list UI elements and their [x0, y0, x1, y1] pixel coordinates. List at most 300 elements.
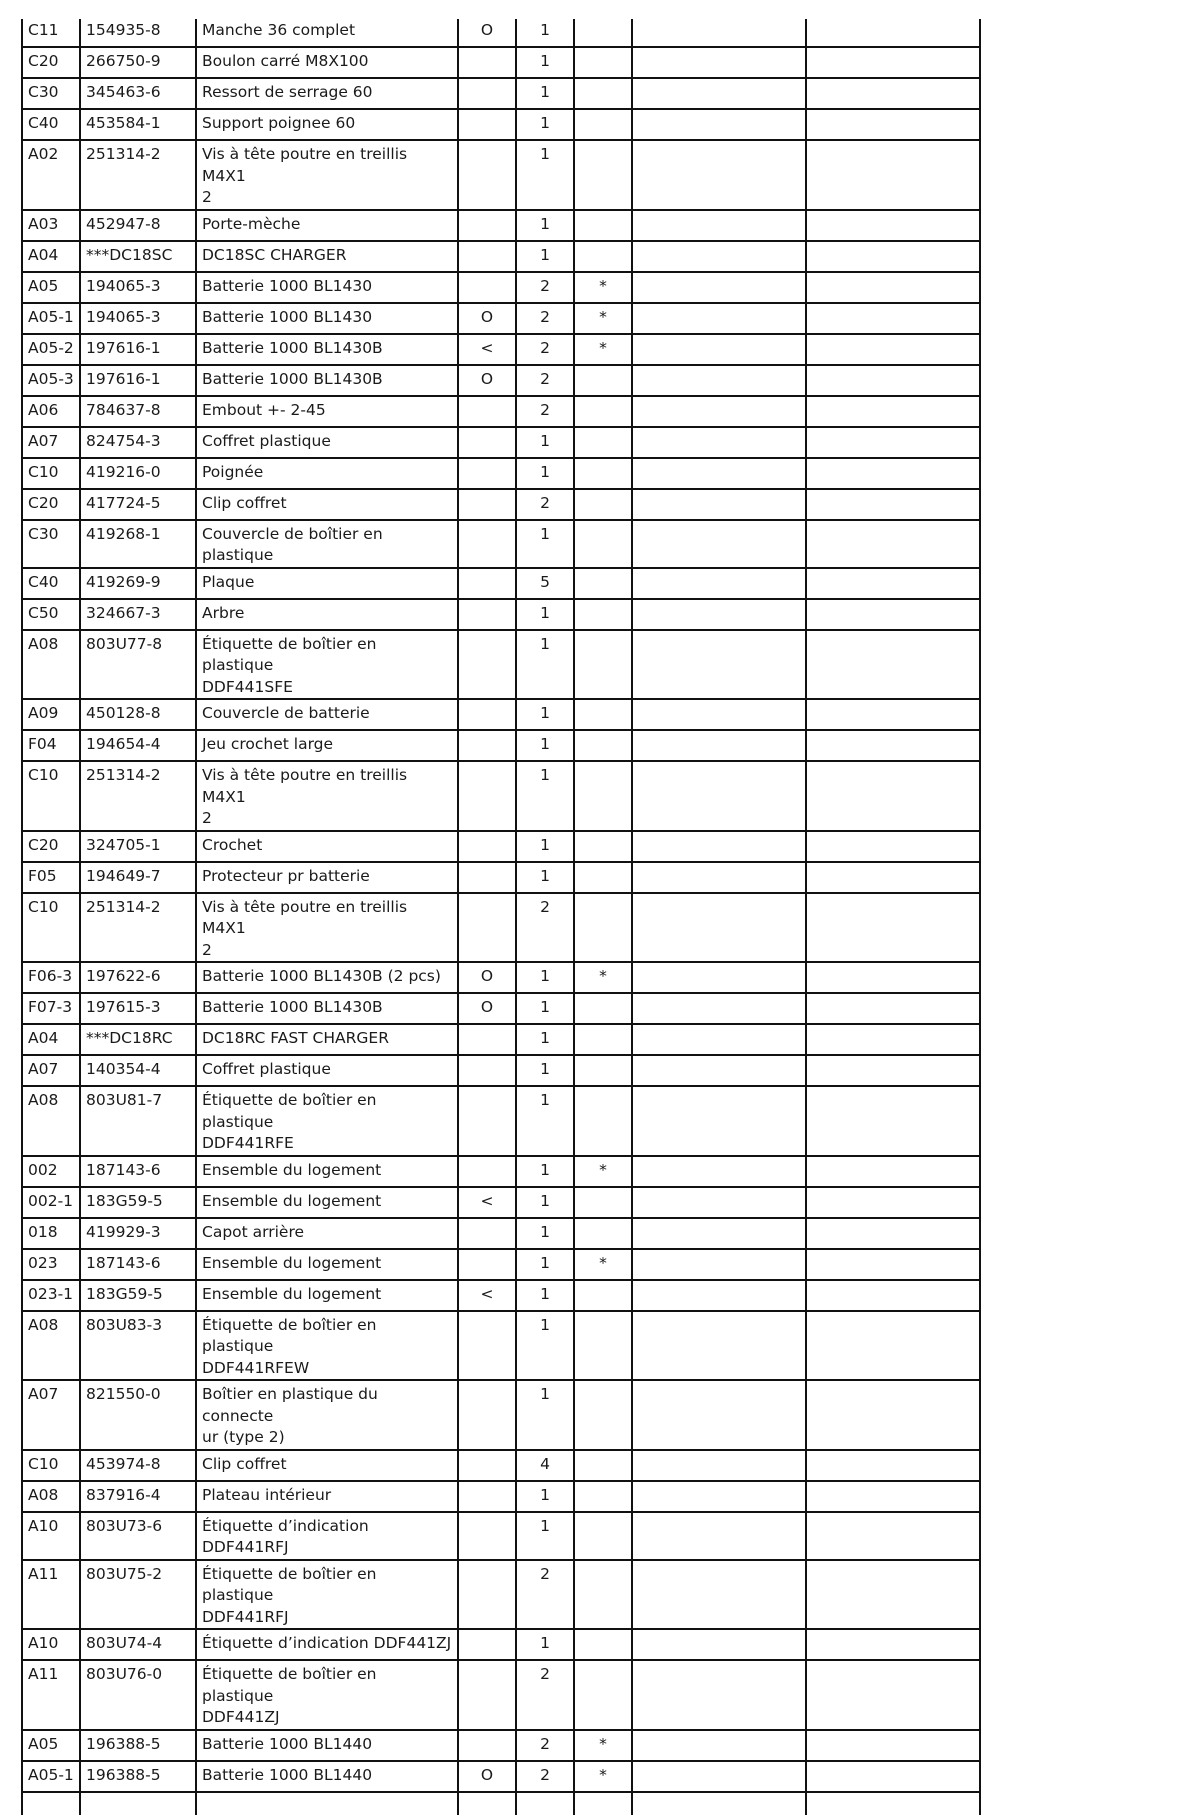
note-cell — [574, 78, 632, 109]
description-cell: Clip coffret — [196, 1450, 458, 1481]
note-cell — [574, 427, 632, 458]
note-cell: * — [574, 334, 632, 365]
blank-cell-a — [632, 109, 806, 140]
note-cell — [574, 458, 632, 489]
note-cell — [574, 365, 632, 396]
part-no-cell: 803U83-3 — [80, 1311, 196, 1381]
indicator-cell — [458, 396, 516, 427]
blank-cell-a — [632, 1280, 806, 1311]
table-row — [22, 993, 980, 1024]
description-cell: Batterie 1000 BL1440 — [196, 1730, 458, 1761]
ref-no-cell: C10 — [22, 458, 80, 489]
blank-cell-a — [632, 1512, 806, 1560]
part-no-cell: 194649-7 — [80, 862, 196, 893]
note-cell — [574, 1187, 632, 1218]
part-no-cell: 821550-0 — [80, 1380, 196, 1450]
blank-cell-a — [632, 47, 806, 78]
blank-cell-a — [632, 730, 806, 761]
part-no-cell: 251314-2 — [80, 893, 196, 963]
table-row — [22, 1086, 980, 1156]
indicator-cell — [458, 272, 516, 303]
blank-cell-b — [806, 303, 980, 334]
note-cell — [574, 730, 632, 761]
description-cell: Ensemble du logement — [196, 1156, 458, 1187]
description-cell: Étiquette de boîtier en plastique DDF441RFJ — [196, 1560, 458, 1630]
note-cell — [574, 862, 632, 893]
description-cell: Batterie 1000 BL1430B — [196, 993, 458, 1024]
blank-cell-a — [632, 1380, 806, 1450]
blank-cell-b — [806, 78, 980, 109]
indicator-cell — [458, 1055, 516, 1086]
indicator-cell: O — [458, 962, 516, 993]
blank-cell-a — [632, 1055, 806, 1086]
blank-cell-a — [632, 334, 806, 365]
note-cell — [574, 599, 632, 630]
note-cell — [574, 1380, 632, 1450]
description-cell: Étiquette de boîtier en plastique DDF441ZJ — [196, 1660, 458, 1730]
quantity-cell: 1 — [516, 1055, 574, 1086]
table-row — [22, 1629, 980, 1660]
note-cell — [574, 1024, 632, 1055]
table-row — [22, 1481, 980, 1512]
table-row — [22, 520, 980, 568]
ref-no-cell: A08 — [22, 1481, 80, 1512]
indicator-cell: < — [458, 1187, 516, 1218]
ref-no-cell: C20 — [22, 489, 80, 520]
blank-cell-b — [806, 458, 980, 489]
note-cell — [574, 140, 632, 210]
blank-cell-b — [806, 1311, 980, 1381]
blank-cell-a — [632, 862, 806, 893]
quantity-cell: 1 — [516, 109, 574, 140]
table-row — [22, 272, 980, 303]
note-cell — [574, 568, 632, 599]
quantity-cell: 2 — [516, 893, 574, 963]
quantity-cell: 1 — [516, 1512, 574, 1560]
quantity-cell: 1 — [516, 993, 574, 1024]
blank-cell-b — [806, 1280, 980, 1311]
table-row — [22, 396, 980, 427]
table-row — [22, 1280, 980, 1311]
note-cell — [574, 489, 632, 520]
table-row — [22, 1311, 980, 1381]
ref-no-cell: C10 — [22, 761, 80, 831]
blank-cell-a — [632, 78, 806, 109]
part-no-cell: 803U75-2 — [80, 1560, 196, 1630]
ref-no-cell: A03 — [22, 210, 80, 241]
note-cell — [574, 1629, 632, 1660]
note-cell — [574, 1560, 632, 1630]
blank-cell-a — [632, 1660, 806, 1730]
parts-list-table — [21, 19, 981, 1815]
indicator-cell — [458, 140, 516, 210]
quantity-cell: 1 — [516, 1249, 574, 1280]
blank-cell-b — [806, 489, 980, 520]
table-row — [22, 303, 980, 334]
ref-no-cell: F04 — [22, 730, 80, 761]
description-cell — [196, 1792, 458, 1815]
description-cell: Étiquette de boîtier en plastique DDF441SFE — [196, 630, 458, 700]
description-cell: Support poignee 60 — [196, 109, 458, 140]
table-row — [22, 831, 980, 862]
blank-cell-b — [806, 1249, 980, 1280]
part-no-cell: 453584-1 — [80, 109, 196, 140]
ref-no-cell: A09 — [22, 699, 80, 730]
table-row — [22, 458, 980, 489]
indicator-cell — [458, 241, 516, 272]
blank-cell-a — [632, 365, 806, 396]
part-no-cell: 183G59-5 — [80, 1187, 196, 1218]
ref-no-cell: 023-1 — [22, 1280, 80, 1311]
part-no-cell: 251314-2 — [80, 761, 196, 831]
part-no-cell: 197622-6 — [80, 962, 196, 993]
ref-no-cell: A05-2 — [22, 334, 80, 365]
table-row — [22, 761, 980, 831]
part-no-cell: 194065-3 — [80, 272, 196, 303]
quantity-cell: 1 — [516, 458, 574, 489]
ref-no-cell: A08 — [22, 1086, 80, 1156]
ref-no-cell: 023 — [22, 1249, 80, 1280]
blank-cell-b — [806, 210, 980, 241]
description-cell: Vis à tête poutre en treillis M4X1 2 — [196, 893, 458, 963]
quantity-cell: 1 — [516, 962, 574, 993]
blank-cell-b — [806, 599, 980, 630]
part-no-cell: 837916-4 — [80, 1481, 196, 1512]
description-cell: Clip coffret — [196, 489, 458, 520]
table-row — [22, 730, 980, 761]
ref-no-cell: A05 — [22, 1730, 80, 1761]
part-no-cell: 324705-1 — [80, 831, 196, 862]
blank-cell-a — [632, 272, 806, 303]
blank-cell-a — [632, 1481, 806, 1512]
part-no-cell: 196388-5 — [80, 1761, 196, 1792]
part-no-cell: 183G59-5 — [80, 1280, 196, 1311]
indicator-cell: O — [458, 19, 516, 47]
table-row — [22, 1761, 980, 1792]
indicator-cell — [458, 1450, 516, 1481]
table-row — [22, 1055, 980, 1086]
indicator-cell: O — [458, 1761, 516, 1792]
blank-cell-b — [806, 1450, 980, 1481]
blank-cell-b — [806, 396, 980, 427]
note-cell — [574, 761, 632, 831]
ref-no-cell: C10 — [22, 1450, 80, 1481]
ref-no-cell: C30 — [22, 520, 80, 568]
note-cell: * — [574, 1730, 632, 1761]
ref-no-cell: C20 — [22, 47, 80, 78]
part-no-cell: 803U77-8 — [80, 630, 196, 700]
indicator-cell — [458, 831, 516, 862]
table-row — [22, 489, 980, 520]
blank-cell-a — [632, 1086, 806, 1156]
quantity-cell: 1 — [516, 19, 574, 47]
ref-no-cell — [22, 1792, 80, 1815]
description-cell: Étiquette de boîtier en plastique DDF441RFEW — [196, 1311, 458, 1381]
blank-cell-b — [806, 427, 980, 458]
quantity-cell: 1 — [516, 862, 574, 893]
description-cell: Boîtier en plastique du connecte ur (type 2) — [196, 1380, 458, 1450]
note-cell — [574, 1055, 632, 1086]
ref-no-cell: A07 — [22, 1380, 80, 1450]
table-row — [22, 962, 980, 993]
indicator-cell — [458, 893, 516, 963]
note-cell — [574, 520, 632, 568]
blank-cell-b — [806, 1629, 980, 1660]
note-cell — [574, 1481, 632, 1512]
quantity-cell: 1 — [516, 1311, 574, 1381]
indicator-cell — [458, 1086, 516, 1156]
indicator-cell — [458, 630, 516, 700]
blank-cell-b — [806, 1481, 980, 1512]
indicator-cell: O — [458, 303, 516, 334]
description-cell: Poignée — [196, 458, 458, 489]
quantity-cell: 2 — [516, 303, 574, 334]
description-cell: Capot arrière — [196, 1218, 458, 1249]
part-no-cell: 251314-2 — [80, 140, 196, 210]
part-no-cell: 194065-3 — [80, 303, 196, 334]
indicator-cell — [458, 1792, 516, 1815]
blank-cell-b — [806, 241, 980, 272]
blank-cell-a — [632, 1450, 806, 1481]
indicator-cell — [458, 1311, 516, 1381]
indicator-cell — [458, 1249, 516, 1280]
part-no-cell: 824754-3 — [80, 427, 196, 458]
blank-cell-a — [632, 1560, 806, 1630]
quantity-cell: 1 — [516, 1086, 574, 1156]
description-cell: Manche 36 complet — [196, 19, 458, 47]
ref-no-cell: A08 — [22, 1311, 80, 1381]
quantity-cell: 1 — [516, 831, 574, 862]
description-cell: Coffret plastique — [196, 1055, 458, 1086]
blank-cell-b — [806, 831, 980, 862]
description-cell: Batterie 1000 BL1440 — [196, 1761, 458, 1792]
quantity-cell: 1 — [516, 1629, 574, 1660]
note-cell — [574, 1450, 632, 1481]
part-no-cell: 453974-8 — [80, 1450, 196, 1481]
description-cell: Batterie 1000 BL1430 — [196, 303, 458, 334]
indicator-cell — [458, 458, 516, 489]
table-row — [22, 78, 980, 109]
note-cell — [574, 893, 632, 963]
ref-no-cell: A02 — [22, 140, 80, 210]
ref-no-cell: A08 — [22, 630, 80, 700]
blank-cell-b — [806, 568, 980, 599]
blank-cell-b — [806, 699, 980, 730]
table-row — [22, 427, 980, 458]
note-cell — [574, 1660, 632, 1730]
blank-cell-b — [806, 334, 980, 365]
blank-cell-b — [806, 19, 980, 47]
ref-no-cell: C50 — [22, 599, 80, 630]
blank-cell-b — [806, 893, 980, 963]
quantity-cell: 1 — [516, 1156, 574, 1187]
table-row — [22, 893, 980, 963]
table-row — [22, 1730, 980, 1761]
description-cell: Arbre — [196, 599, 458, 630]
indicator-cell — [458, 761, 516, 831]
quantity-cell: 2 — [516, 489, 574, 520]
indicator-cell — [458, 1218, 516, 1249]
blank-cell-b — [806, 1761, 980, 1792]
ref-no-cell: F07-3 — [22, 993, 80, 1024]
indicator-cell — [458, 862, 516, 893]
ref-no-cell: 018 — [22, 1218, 80, 1249]
blank-cell-b — [806, 862, 980, 893]
description-cell: Étiquette de boîtier en plastique DDF441RFE — [196, 1086, 458, 1156]
note-cell — [574, 210, 632, 241]
indicator-cell — [458, 210, 516, 241]
part-no-cell: 419268-1 — [80, 520, 196, 568]
blank-cell-b — [806, 730, 980, 761]
blank-cell-b — [806, 1730, 980, 1761]
quantity-cell: 1 — [516, 78, 574, 109]
blank-cell-b — [806, 1660, 980, 1730]
part-no-cell: 803U73-6 — [80, 1512, 196, 1560]
indicator-cell: < — [458, 1280, 516, 1311]
quantity-cell: 1 — [516, 210, 574, 241]
blank-cell-a — [632, 1218, 806, 1249]
table-row — [22, 1218, 980, 1249]
indicator-cell — [458, 1629, 516, 1660]
part-no-cell: ***DC18RC — [80, 1024, 196, 1055]
quantity-cell: 2 — [516, 272, 574, 303]
note-cell — [574, 993, 632, 1024]
blank-cell-b — [806, 1218, 980, 1249]
ref-no-cell: F05 — [22, 862, 80, 893]
table-row — [22, 1380, 980, 1450]
ref-no-cell: C40 — [22, 568, 80, 599]
part-no-cell: 803U76-0 — [80, 1660, 196, 1730]
quantity-cell: 1 — [516, 1280, 574, 1311]
ref-no-cell: A06 — [22, 396, 80, 427]
description-cell: Batterie 1000 BL1430 — [196, 272, 458, 303]
indicator-cell — [458, 1481, 516, 1512]
indicator-cell — [458, 599, 516, 630]
part-no-cell: 419216-0 — [80, 458, 196, 489]
blank-cell-b — [806, 1512, 980, 1560]
blank-cell-b — [806, 365, 980, 396]
indicator-cell — [458, 1380, 516, 1450]
note-cell — [574, 1792, 632, 1815]
indicator-cell: O — [458, 365, 516, 396]
indicator-cell — [458, 489, 516, 520]
part-no-cell: 450128-8 — [80, 699, 196, 730]
quantity-cell: 1 — [516, 699, 574, 730]
blank-cell-a — [632, 19, 806, 47]
part-no-cell: 803U74-4 — [80, 1629, 196, 1660]
table-row — [22, 862, 980, 893]
quantity-cell: 1 — [516, 241, 574, 272]
quantity-cell — [516, 1792, 574, 1815]
note-cell: * — [574, 1761, 632, 1792]
blank-cell-a — [632, 893, 806, 963]
blank-cell-b — [806, 140, 980, 210]
blank-cell-b — [806, 962, 980, 993]
part-no-cell: 194654-4 — [80, 730, 196, 761]
note-cell: * — [574, 962, 632, 993]
part-no-cell: 197615-3 — [80, 993, 196, 1024]
quantity-cell: 1 — [516, 1218, 574, 1249]
blank-cell-a — [632, 1156, 806, 1187]
table-row — [22, 599, 980, 630]
note-cell — [574, 1512, 632, 1560]
note-cell — [574, 1086, 632, 1156]
part-no-cell: 197616-1 — [80, 365, 196, 396]
description-cell: Protecteur pr batterie — [196, 862, 458, 893]
blank-cell-a — [632, 520, 806, 568]
blank-cell-a — [632, 396, 806, 427]
indicator-cell — [458, 109, 516, 140]
indicator-cell — [458, 427, 516, 458]
blank-cell-a — [632, 599, 806, 630]
ref-no-cell: A05-1 — [22, 1761, 80, 1792]
blank-cell-a — [632, 630, 806, 700]
quantity-cell: 1 — [516, 520, 574, 568]
part-no-cell: 187143-6 — [80, 1156, 196, 1187]
ref-no-cell: A05-3 — [22, 365, 80, 396]
blank-cell-b — [806, 109, 980, 140]
ref-no-cell: A05 — [22, 272, 80, 303]
blank-cell-b — [806, 1792, 980, 1815]
ref-no-cell: A10 — [22, 1512, 80, 1560]
quantity-cell: 4 — [516, 1450, 574, 1481]
note-cell — [574, 699, 632, 730]
blank-cell-a — [632, 303, 806, 334]
blank-cell-a — [632, 489, 806, 520]
description-cell: Vis à tête poutre en treillis M4X1 2 — [196, 140, 458, 210]
indicator-cell — [458, 1730, 516, 1761]
table-row — [22, 1187, 980, 1218]
blank-cell-b — [806, 1560, 980, 1630]
ref-no-cell: A10 — [22, 1629, 80, 1660]
blank-cell-a — [632, 1730, 806, 1761]
part-no-cell: 266750-9 — [80, 47, 196, 78]
ref-no-cell: F06-3 — [22, 962, 80, 993]
table-row — [22, 1156, 980, 1187]
indicator-cell — [458, 520, 516, 568]
table-row — [22, 630, 980, 700]
blank-cell-a — [632, 993, 806, 1024]
note-cell: * — [574, 1249, 632, 1280]
table-row — [22, 1512, 980, 1560]
indicator-cell — [458, 47, 516, 78]
description-cell: Étiquette d’indication DDF441ZJ — [196, 1629, 458, 1660]
blank-cell-b — [806, 1055, 980, 1086]
blank-cell-a — [632, 761, 806, 831]
blank-cell-a — [632, 427, 806, 458]
note-cell — [574, 1280, 632, 1311]
quantity-cell: 1 — [516, 1380, 574, 1450]
ref-no-cell: A07 — [22, 427, 80, 458]
part-no-cell: 345463-6 — [80, 78, 196, 109]
blank-cell-b — [806, 993, 980, 1024]
part-no-cell: 187143-6 — [80, 1249, 196, 1280]
quantity-cell: 2 — [516, 334, 574, 365]
note-cell — [574, 630, 632, 700]
ref-no-cell: A11 — [22, 1660, 80, 1730]
blank-cell-a — [632, 568, 806, 599]
blank-cell-a — [632, 1761, 806, 1792]
table-row — [22, 1450, 980, 1481]
part-no-cell: 196388-5 — [80, 1730, 196, 1761]
blank-cell-b — [806, 1024, 980, 1055]
ref-no-cell: A04 — [22, 1024, 80, 1055]
note-cell — [574, 47, 632, 78]
table-row — [22, 210, 980, 241]
quantity-cell: 1 — [516, 599, 574, 630]
description-cell: Boulon carré M8X100 — [196, 47, 458, 78]
indicator-cell — [458, 1512, 516, 1560]
